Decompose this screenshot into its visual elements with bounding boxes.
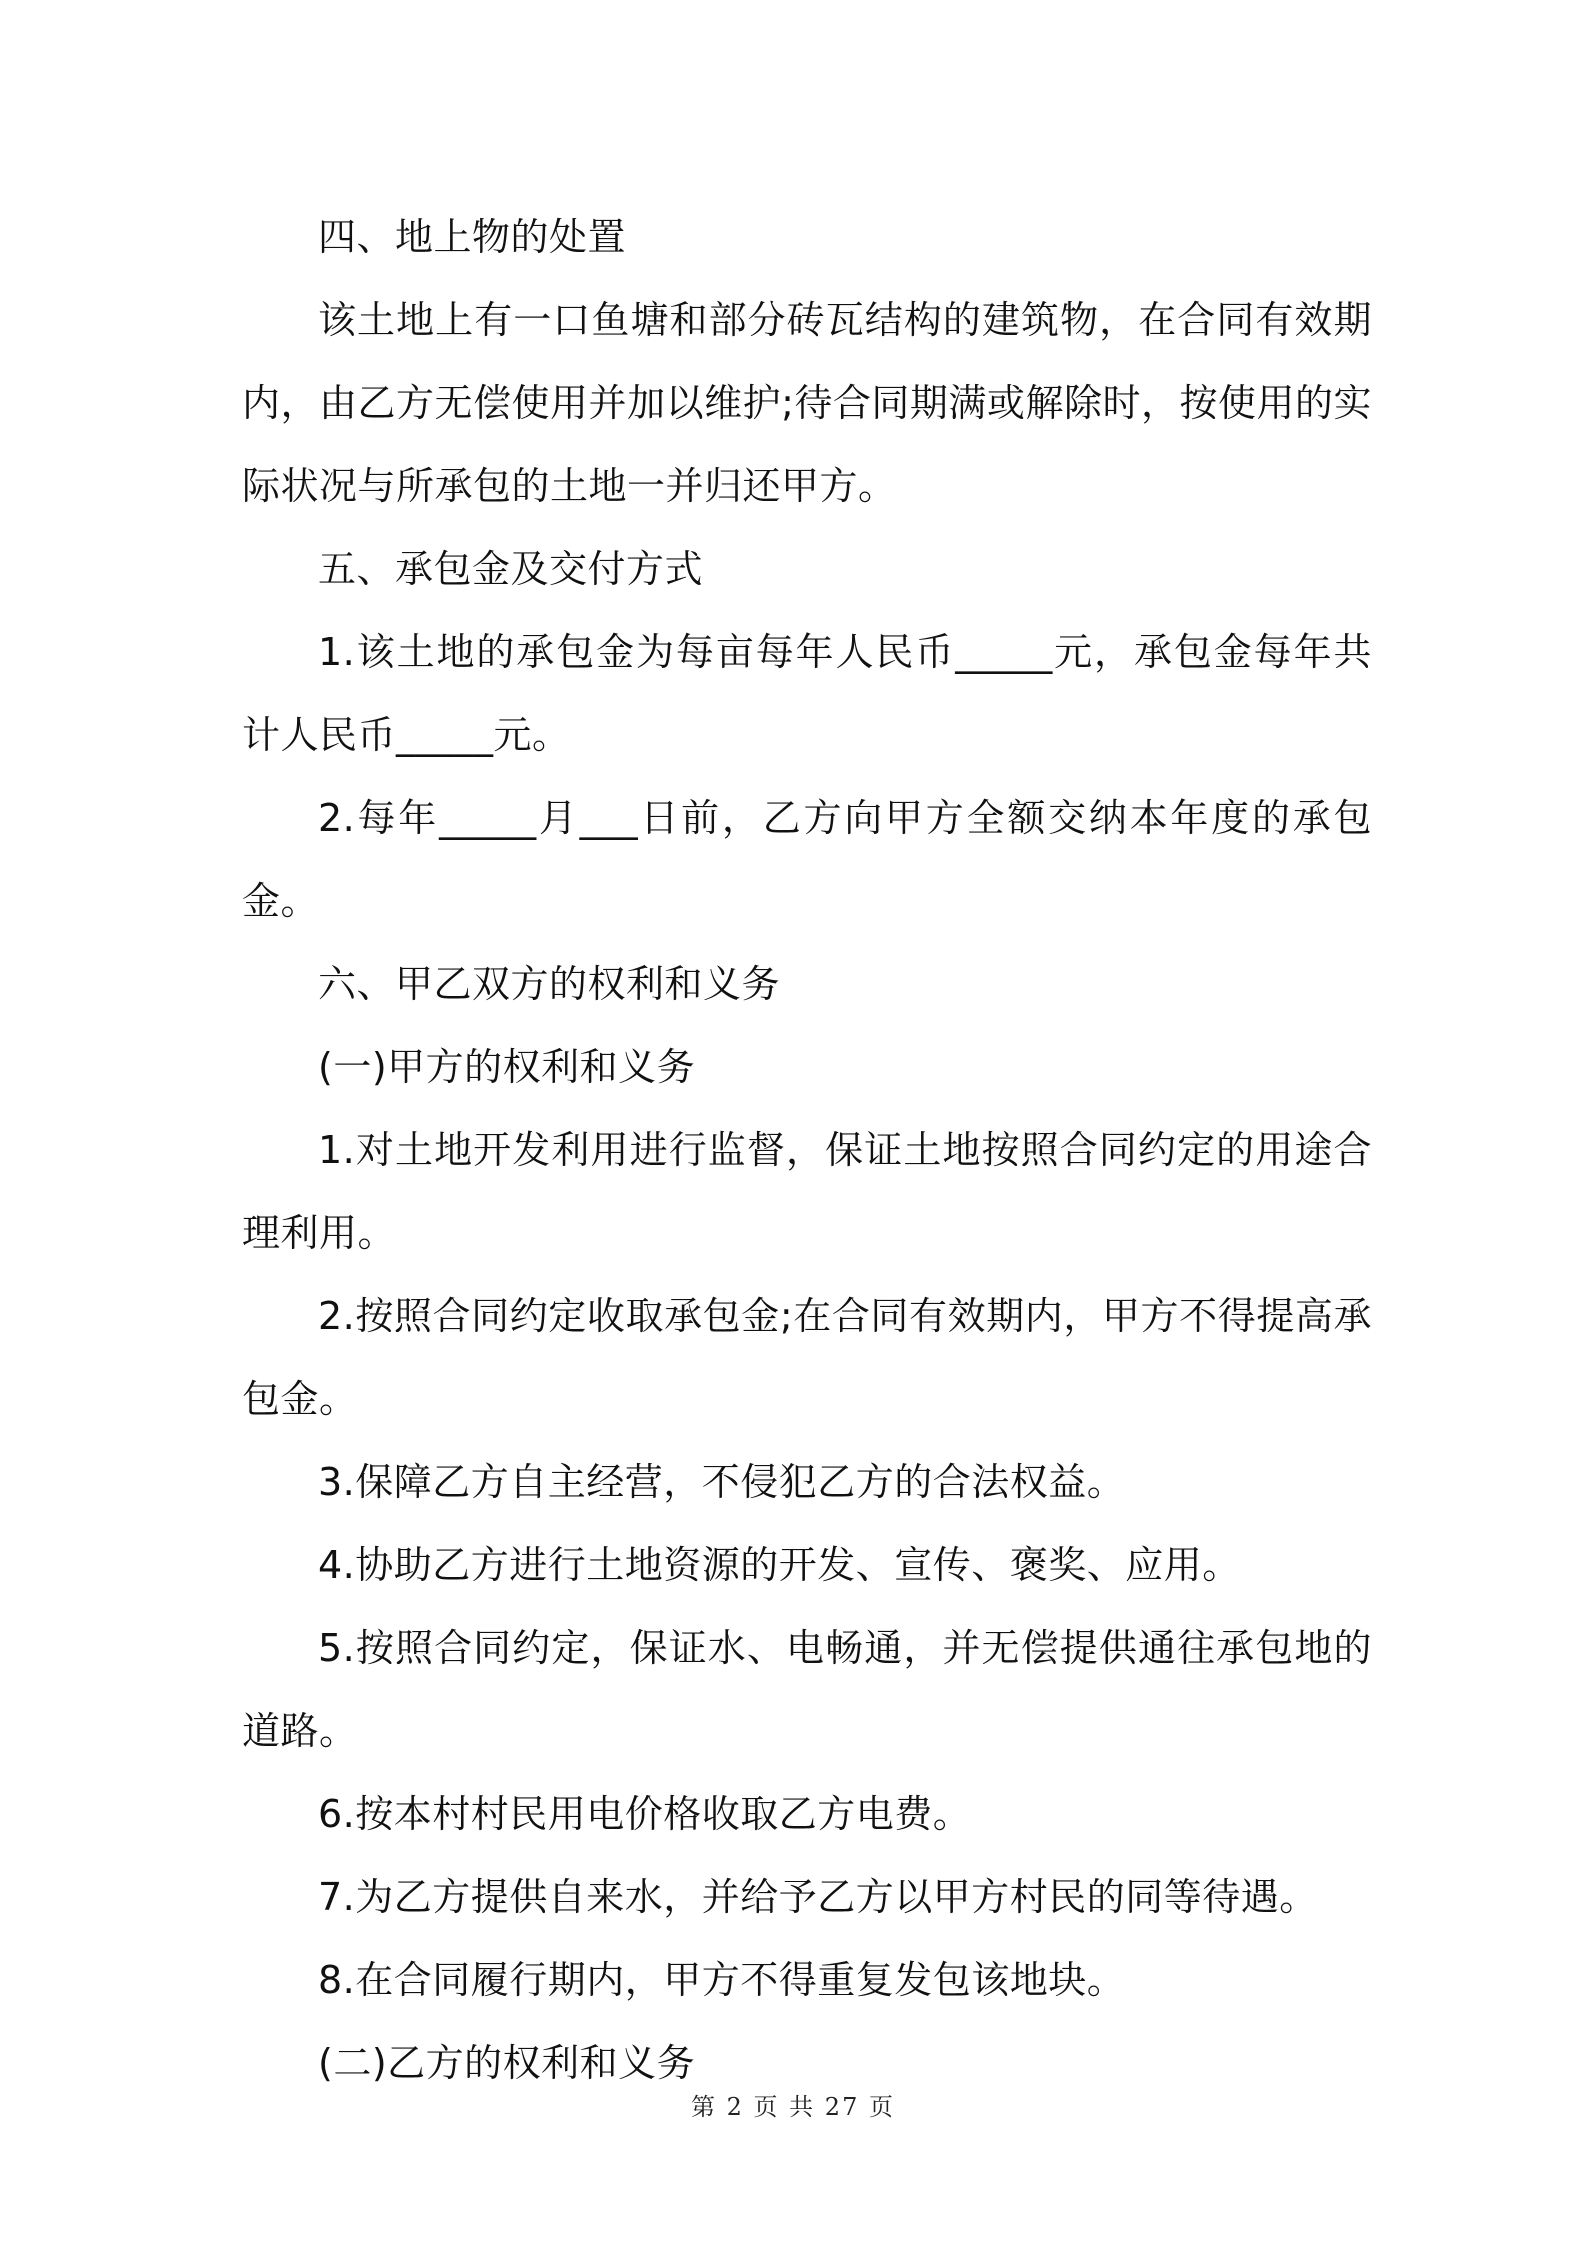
subheading-party-b: (二)乙方的权利和义务 — [318, 2041, 696, 2085]
section-heading-six: 六、甲乙双方的权利和义务 — [318, 962, 781, 1006]
paragraph-fee-deadline: 2.每年_____月___日前，乙方向甲方全额交纳本年度的承包金。 — [242, 796, 1372, 923]
paragraph-ground-objects: 该土地上有一口鱼塘和部分砖瓦结构的建筑物，在合同有效期内，由乙方无偿使用并加以维护;待合同期满或解除时，按使用的实际状况与所承包的土地一并归还甲方。 — [242, 298, 1372, 508]
party-a-item-2: 2.按照合同约定收取承包金;在合同有效期内，甲方不得提高承包金。 — [242, 1294, 1372, 1421]
party-a-item-6: 6.按本村村民用电价格收取乙方电费。 — [318, 1792, 972, 1836]
party-a-item-5: 5.按照合同约定，保证水、电畅通，并无偿提供通往承包地的道路。 — [242, 1626, 1372, 1753]
page-number-footer: 第 2 页 共 27 页 — [691, 2093, 895, 2121]
document-body — [242, 196, 1372, 2105]
paragraph-fee-amount: 1.该土地的承包金为每亩每年人民币_____元，承包金每年共计人民币_____元。 — [242, 630, 1372, 757]
section-heading-five: 五、承包金及交付方式 — [318, 547, 704, 591]
subheading-party-a: (一)甲方的权利和义务 — [318, 1045, 696, 1089]
section-heading-four: 四、地上物的处置 — [318, 215, 627, 259]
party-a-item-3: 3.保障乙方自主经营，不侵犯乙方的合法权益。 — [318, 1460, 1126, 1504]
party-a-item-7: 7.为乙方提供自来水，并给予乙方以甲方村民的同等待遇。 — [318, 1875, 1318, 1919]
party-a-item-4: 4.协助乙方进行土地资源的开发、宣传、褒奖、应用。 — [318, 1543, 1241, 1587]
party-a-item-8: 8.在合同履行期内，甲方不得重复发包该地块。 — [318, 1958, 1126, 2002]
party-a-item-1: 1.对土地开发利用进行监督，保证土地按照合同约定的用途合理利用。 — [242, 1128, 1372, 1255]
